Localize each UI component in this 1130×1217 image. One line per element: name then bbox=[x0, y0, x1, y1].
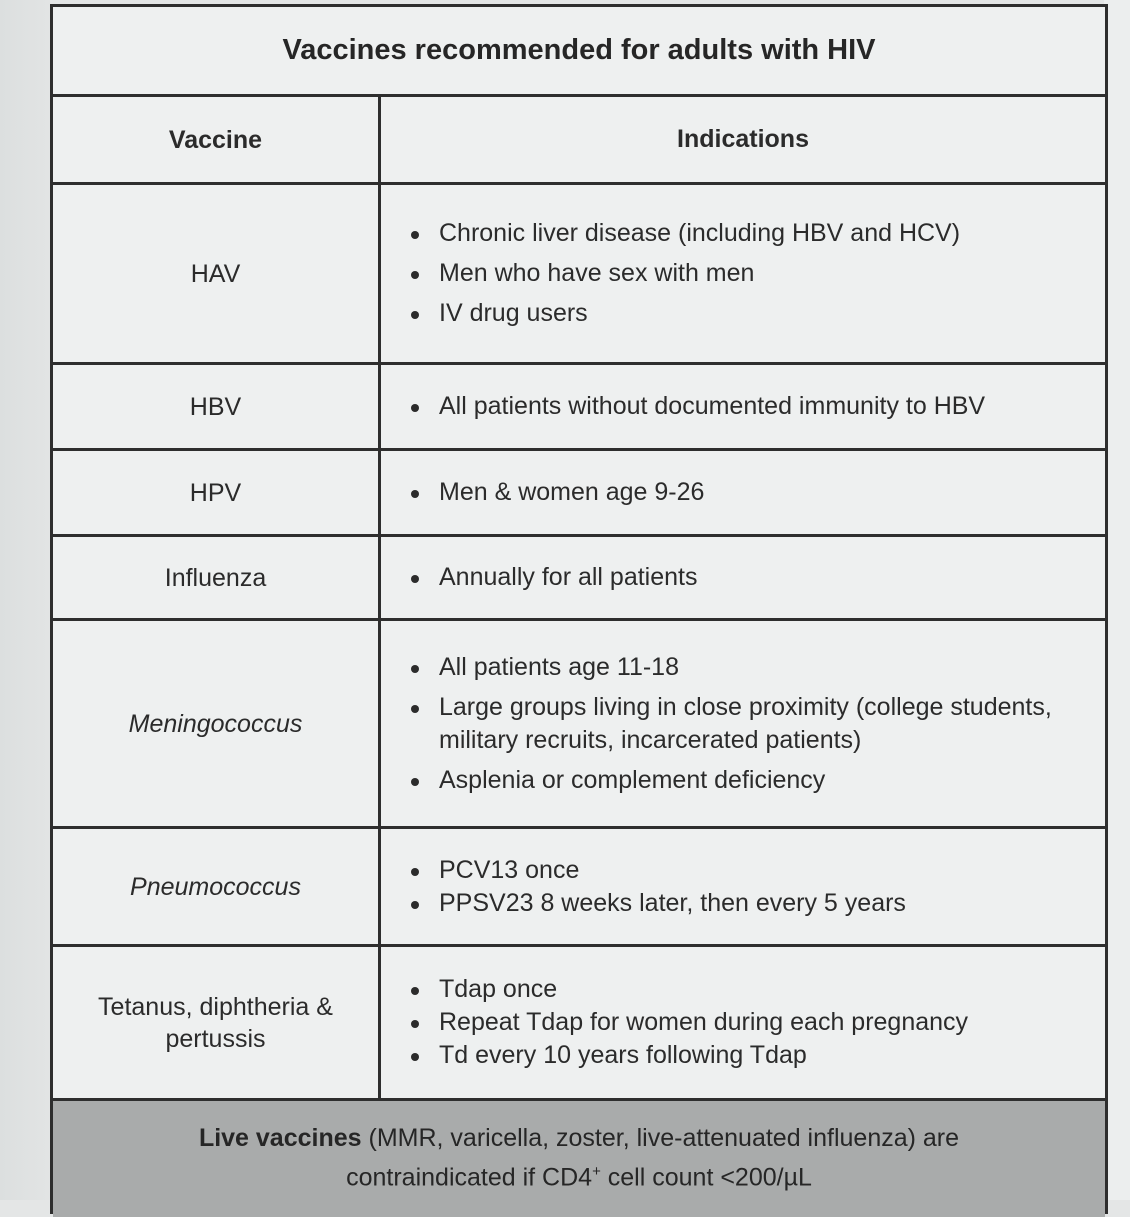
header-row bbox=[53, 97, 1105, 185]
indication-item: Men & women age 9-26 bbox=[409, 476, 1105, 509]
table-title: Vaccines recommended for adults with HIV bbox=[53, 7, 1105, 97]
vaccine-name: HAV bbox=[53, 185, 381, 362]
indications-cell bbox=[381, 829, 1105, 944]
indication-item: PPSV23 8 weeks later, then every 5 years bbox=[409, 887, 1105, 920]
indication-item: PCV13 once bbox=[409, 854, 1105, 887]
note-superscript: + bbox=[592, 1163, 601, 1180]
indications-list bbox=[409, 390, 1105, 423]
table-row bbox=[53, 185, 1105, 365]
note-line-2 bbox=[53, 1155, 1105, 1194]
indications-cell bbox=[381, 185, 1105, 362]
vaccine-name: HPV bbox=[53, 451, 381, 534]
vaccine-table bbox=[50, 4, 1108, 1214]
table-row bbox=[53, 537, 1105, 621]
indications-cell bbox=[381, 451, 1105, 534]
vaccine-name: HBV bbox=[53, 365, 381, 448]
indication-item: All patients age 11-18 bbox=[409, 651, 1105, 684]
indications-cell bbox=[381, 947, 1105, 1098]
note-bold: Live vaccines bbox=[198, 1124, 362, 1152]
photo-edge-left bbox=[0, 0, 50, 1200]
table-row bbox=[53, 365, 1105, 451]
table-row bbox=[53, 829, 1105, 947]
header-vaccine: Vaccine bbox=[53, 97, 381, 182]
indications-list bbox=[409, 854, 1105, 920]
indications-list bbox=[409, 561, 1105, 594]
indication-item: Annually for all patients bbox=[409, 561, 1105, 594]
indications-cell bbox=[381, 365, 1105, 448]
note-text-1: (MMR, varicella, zoster, live-attenuated influenza) are bbox=[361, 1124, 960, 1152]
note-text-2a: contraindicated if CD4 bbox=[346, 1163, 593, 1192]
indications-cell bbox=[381, 621, 1105, 826]
table-row bbox=[53, 621, 1105, 829]
indication-item: Large groups living in close proximity (college students, military recruits, incarcerated patients) bbox=[409, 691, 1105, 757]
indications-list bbox=[409, 973, 1105, 1072]
header-indications: Indications bbox=[677, 125, 809, 153]
indication-item: IV drug users bbox=[409, 297, 1105, 330]
vaccine-name: Pneumococcus bbox=[53, 829, 381, 944]
vaccine-name: Influenza bbox=[53, 537, 381, 618]
table-row bbox=[53, 947, 1105, 1101]
indication-item: Men who have sex with men bbox=[409, 257, 1105, 290]
indications-list bbox=[409, 644, 1105, 804]
indication-item: Repeat Tdap for women during each pregnancy bbox=[409, 1006, 1105, 1039]
indications-list bbox=[409, 476, 1105, 509]
indication-item: Chronic liver disease (including HBV and HCV) bbox=[409, 217, 1105, 250]
vaccine-name: Meningococcus bbox=[53, 621, 381, 826]
note-line-1 bbox=[53, 1122, 1105, 1155]
table-row bbox=[53, 451, 1105, 537]
vaccine-name: Tetanus, diphtheria & pertussis bbox=[53, 947, 381, 1098]
indications-cell bbox=[381, 537, 1105, 618]
indication-item: Tdap once bbox=[409, 973, 1105, 1006]
indications-list bbox=[409, 210, 1105, 337]
note-text-2b: cell count <200/µL bbox=[600, 1163, 812, 1192]
indication-item: All patients without documented immunity to HBV bbox=[409, 390, 1105, 423]
indication-item: Td every 10 years following Tdap bbox=[409, 1039, 1105, 1072]
indication-item: Asplenia or complement deficiency bbox=[409, 764, 1105, 797]
